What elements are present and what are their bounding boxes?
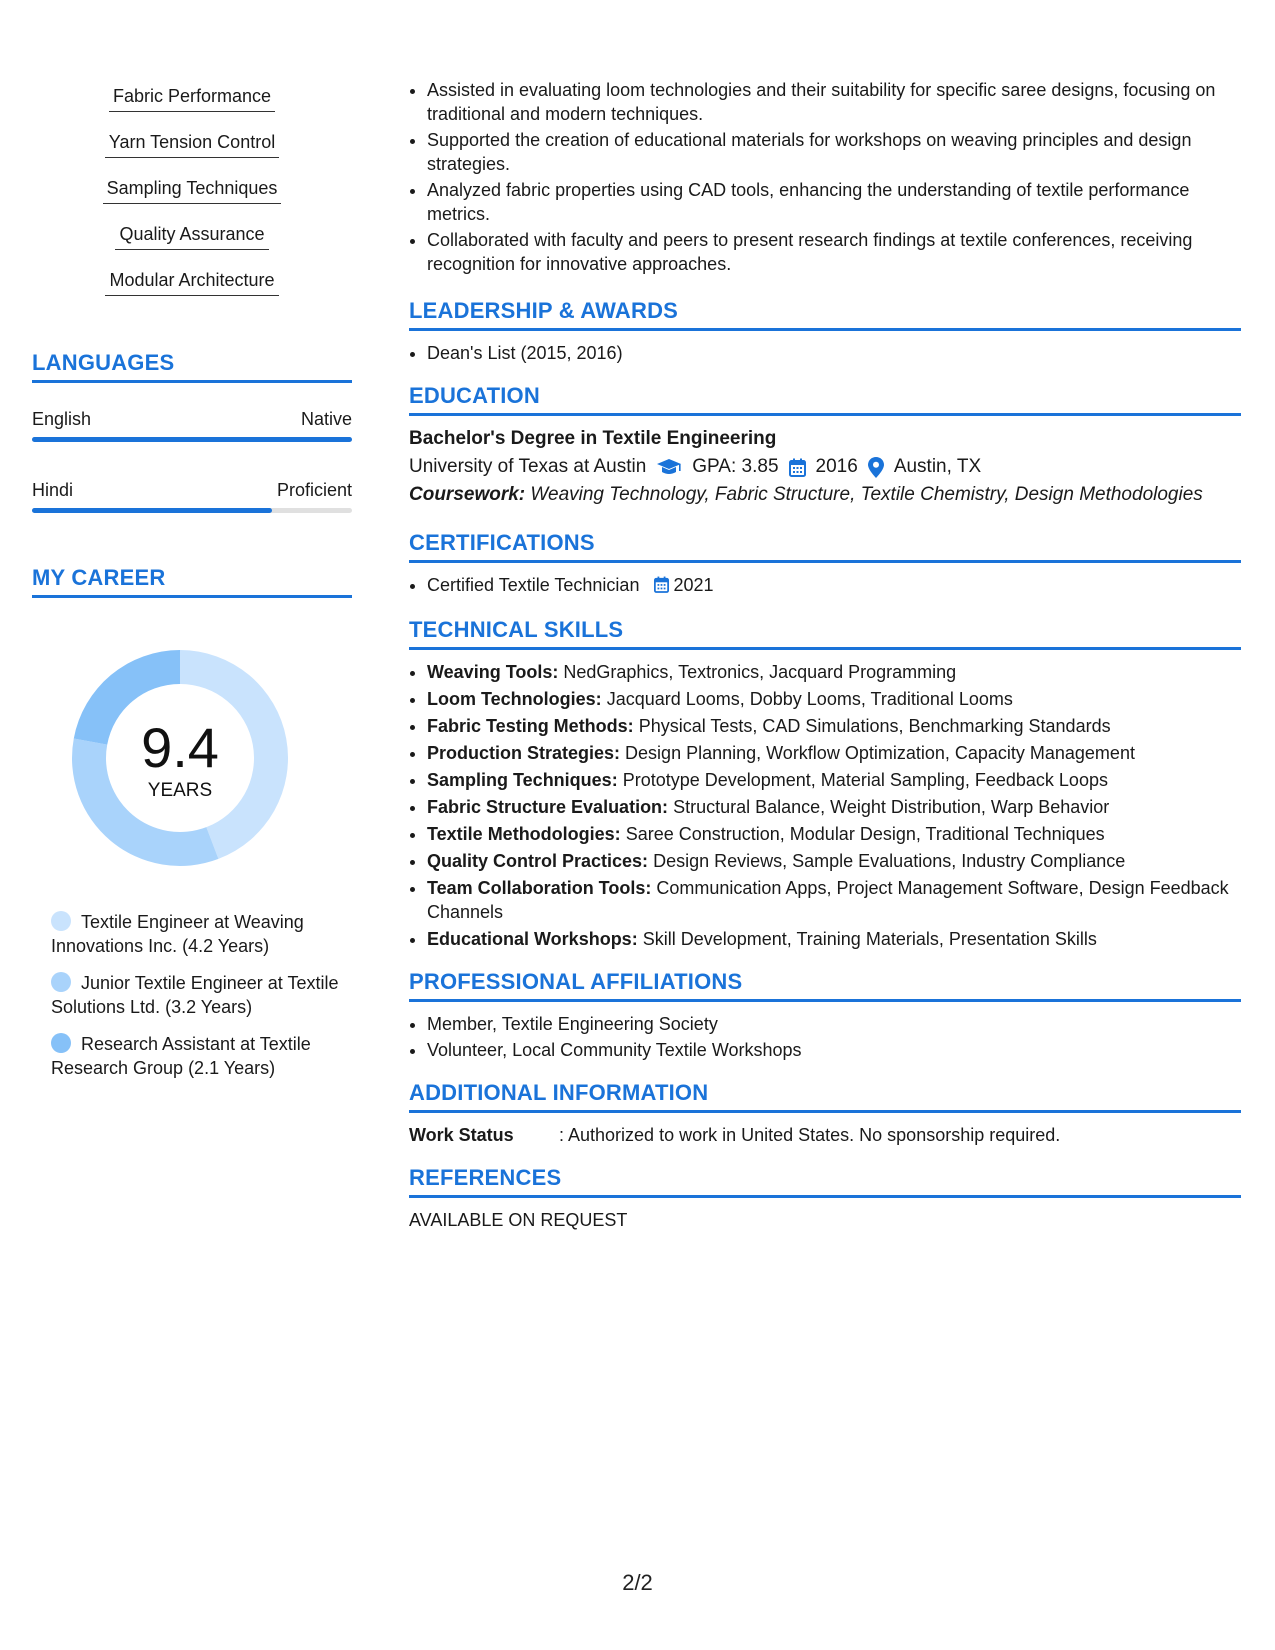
technical-skills-section — [409, 617, 1241, 951]
technical-skills-heading: TECHNICAL SKILLS — [409, 617, 1241, 650]
coursework-label: Coursework: — [409, 484, 526, 505]
education-details — [409, 452, 1241, 482]
technical-skill-item — [427, 714, 1241, 738]
leadership-heading: LEADERSHIP & AWARDS — [409, 298, 1241, 331]
skill-category: Team Collaboration Tools: — [427, 878, 652, 898]
experience-bullet: • Analyzed fabric properties using CAD tools, enhancing the understanding of textile performance metrics. — [427, 178, 1241, 226]
career-legend-label: Research Assistant at Textile Research Group (2.1 Years) — [51, 1034, 311, 1078]
language-bar — [32, 437, 352, 442]
affiliation-item: • Volunteer, Local Community Textile Workshops — [427, 1038, 1241, 1062]
language-level: Native — [300, 409, 352, 429]
career-heading: MY CAREER — [32, 565, 352, 598]
skill-values: Structural Balance, Weight Distribution, Warp Behavior — [673, 797, 1110, 817]
skill-values: Prototype Development, Material Sampling, Feedback Loops — [622, 770, 1108, 790]
skill-category: Weaving Tools: — [427, 662, 559, 682]
additional-info-heading: ADDITIONAL INFORMATION — [409, 1080, 1241, 1113]
calendar-icon — [654, 575, 669, 599]
graduation-year: 2016 — [815, 456, 858, 477]
career-legend — [51, 910, 352, 1080]
technical-skill-item — [427, 660, 1241, 684]
language-bar — [32, 508, 352, 513]
skill-values: Design Planning, Workflow Optimization, Capacity Management — [625, 743, 1135, 763]
school-location: Austin, TX — [893, 456, 982, 477]
legend-dot — [51, 972, 71, 992]
language-name: English — [32, 409, 92, 429]
skill-category: Educational Workshops: — [427, 929, 638, 949]
career-legend-item — [51, 1032, 352, 1080]
award-item: • Dean's List (2015, 2016) — [427, 341, 1241, 365]
education-heading: EDUCATION — [409, 383, 1241, 416]
skill-values: Physical Tests, CAD Simulations, Benchmarking Standards — [638, 716, 1111, 736]
skill-category: Production Strategies: — [427, 743, 621, 763]
work-status-row — [409, 1123, 1241, 1147]
language-bar-fill — [32, 437, 352, 442]
calendar-icon — [789, 458, 806, 477]
references-text: AVAILABLE ON REQUEST — [409, 1210, 628, 1230]
coursework-text: Weaving Technology, Fabric Structure, Textile Chemistry, Design Methodologies — [530, 484, 1203, 505]
references-heading: REFERENCES — [409, 1165, 1241, 1198]
legend-dot — [51, 1033, 71, 1053]
language-item — [32, 407, 352, 442]
affiliations-section — [409, 969, 1241, 1062]
additional-info-section — [409, 1080, 1241, 1147]
languages-heading: LANGUAGES — [32, 350, 352, 383]
languages-list — [32, 407, 352, 513]
legend-dot — [51, 911, 71, 931]
skill-tag: Fabric Performance — [109, 84, 275, 112]
skill-values: Jacquard Looms, Dobby Looms, Traditional Looms — [606, 689, 1013, 709]
skill-category: Loom Technologies: — [427, 689, 602, 709]
language-bar-fill — [32, 508, 272, 513]
career-legend-item — [51, 910, 352, 958]
experience-bullet: • Collaborated with faculty and peers to present research findings at textile conferences, receiving recognition for innovative approaches. — [427, 228, 1241, 276]
skill-values: Skill Development, Training Materials, Presentation Skills — [642, 929, 1097, 949]
graduation-cap-icon — [656, 458, 682, 476]
left-column — [32, 84, 352, 1093]
language-item — [32, 478, 352, 513]
career-donut — [64, 642, 296, 874]
skill-tag: Quality Assurance — [115, 222, 268, 250]
certification-name: Certified Textile Technician — [427, 575, 640, 595]
gpa: GPA: 3.85 — [692, 456, 779, 477]
experience-bullet: • Supported the creation of educational materials for workshops on weaving principles and design strategies. — [427, 128, 1241, 176]
career-legend-item — [51, 971, 352, 1019]
career-total: 9.4 — [141, 716, 219, 779]
skill-category: Sampling Techniques: — [427, 770, 618, 790]
education-section — [409, 383, 1241, 508]
map-pin-icon — [868, 457, 884, 478]
school-name: University of Texas at Austin — [409, 456, 647, 477]
coursework — [409, 482, 1241, 508]
certifications-heading: CERTIFICATIONS — [409, 530, 1241, 563]
page-number: 2/2 — [622, 1570, 653, 1595]
technical-skill-item — [427, 687, 1241, 711]
skill-values: Communication Apps, Project Management Software, Design Feedback Channels — [427, 878, 1229, 922]
skill-tag: Modular Architecture — [105, 268, 278, 296]
technical-skill-item — [427, 822, 1241, 846]
skill-tag: Yarn Tension Control — [105, 130, 279, 158]
affiliation-item: • Member, Textile Engineering Society — [427, 1012, 1241, 1036]
right-column — [409, 78, 1241, 1232]
technical-skill-item — [427, 876, 1241, 924]
career-legend-label: Textile Engineer at Weaving Innovations Inc. (4.2 Years) — [51, 912, 304, 956]
affiliations-heading: PROFESSIONAL AFFILIATIONS — [409, 969, 1241, 1002]
skill-tag: Sampling Techniques — [103, 176, 282, 204]
language-name: Hindi — [32, 480, 74, 500]
experience-bullets — [409, 78, 1241, 276]
technical-skill-item — [427, 768, 1241, 792]
skill-category: Fabric Testing Methods: — [427, 716, 634, 736]
work-status-value: : Authorized to work in United States. No sponsorship required. — [559, 1125, 1061, 1145]
skill-tags — [32, 84, 352, 314]
career-legend-label: Junior Textile Engineer at Textile Solutions Ltd. (3.2 Years) — [51, 973, 339, 1017]
work-status-label: Work Status — [409, 1125, 514, 1145]
language-level: Proficient — [276, 480, 352, 500]
experience-bullet: • Assisted in evaluating loom technologies and their suitability for specific saree designs, focusing on traditional and modern techniques. — [427, 78, 1241, 126]
skill-values: Saree Construction, Modular Design, Traditional Techniques — [625, 824, 1105, 844]
technical-skill-item — [427, 927, 1241, 951]
certification-item — [427, 573, 1241, 599]
degree-title: Bachelor's Degree in Textile Engineering — [409, 428, 777, 449]
certification-year: 2021 — [673, 575, 714, 595]
technical-skill-item — [427, 849, 1241, 873]
skill-category: Textile Methodologies: — [427, 824, 621, 844]
references-section — [409, 1165, 1241, 1232]
skill-values: NedGraphics, Textronics, Jacquard Programming — [563, 662, 957, 682]
career-unit: YEARS — [147, 780, 213, 801]
certifications-section — [409, 530, 1241, 599]
skill-values: Design Reviews, Sample Evaluations, Industry Compliance — [653, 851, 1126, 871]
skill-category: Quality Control Practices: — [427, 851, 649, 871]
skill-category: Fabric Structure Evaluation: — [427, 797, 669, 817]
technical-skill-item — [427, 741, 1241, 765]
technical-skill-item — [427, 795, 1241, 819]
leadership-section — [409, 298, 1241, 365]
